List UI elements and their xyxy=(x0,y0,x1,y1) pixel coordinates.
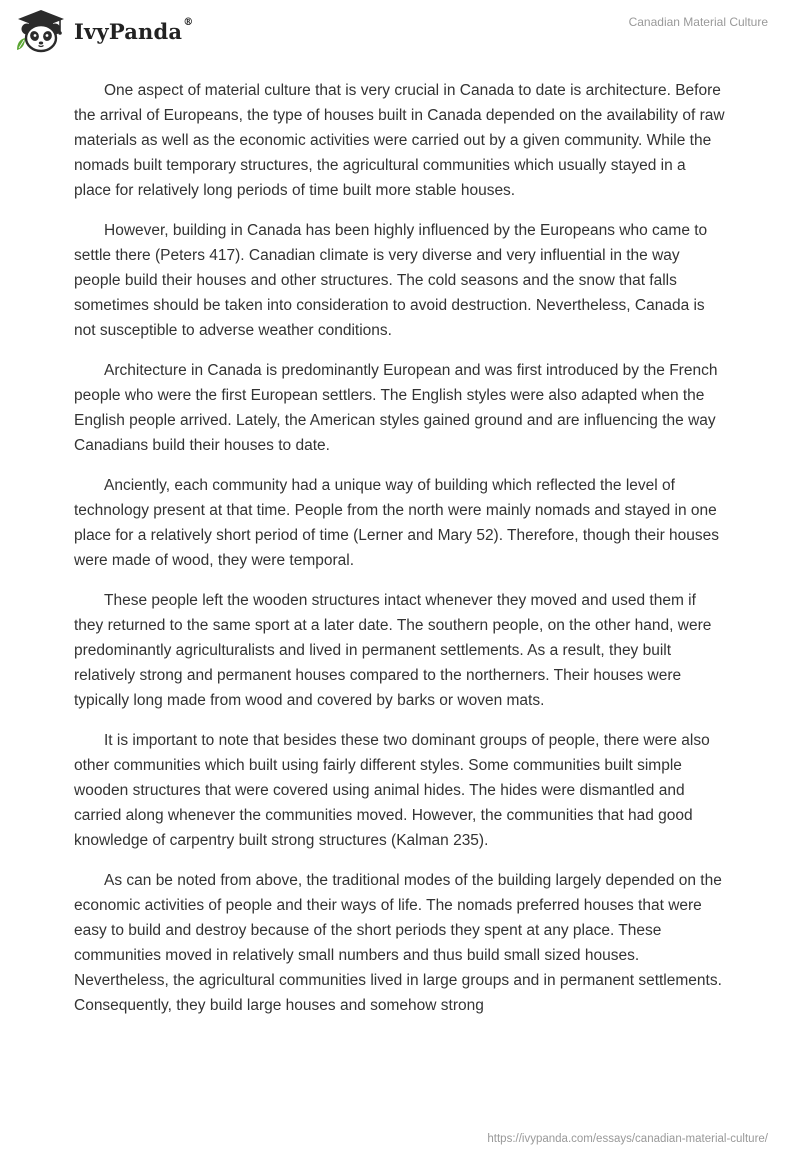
paragraph: Anciently, each community had a unique way of building which reflected the level of technology present at that time. People from the north were mainly nomads and stayed in one place for a relatively short period of time (Lerner and Mary 52). Therefore, though their houses were made of wood, they were temporal. xyxy=(74,477,720,569)
paragraph: As can be noted from above, the traditional modes of the building largely depended on the economic activities of people and their ways of life. The nomads preferred houses that were easy to build and destroy because of the short periods they spent at any place. These communities moved in relatively small numbers and thus build small sized houses. Nevertheless, the agricultural communities lived in large groups and in permanent settlements. Consequently, they build large houses and somehow strong xyxy=(74,872,722,1014)
paragraph: One aspect of material culture that is very crucial in Canada to date is architecture. Before the arrival of Europeans, the type of houses built in Canada depended on the availability of raw materials as well as the economic activities were carried out by a given community. While the nomads built temporary structures, the agricultural communities which usually stayed in a place for relatively long periods of time built more stable houses. xyxy=(74,82,725,199)
brand-name-text: IvyPanda xyxy=(74,18,183,44)
document-title: Canadian Material Culture xyxy=(628,15,768,29)
paragraph: These people left the wooden structures intact whenever they moved and used them if they returned to the same sport at a later date. The southern people, on the other hand, were predominantly agriculturalists and lived in permanent settlements. As a result, they built relatively strong and permanent houses compared to the northerners. Their houses were typically long made from wood and covered by barks or woven mats. xyxy=(74,592,712,709)
panda-graduate-icon xyxy=(14,8,68,54)
page-header xyxy=(0,0,800,60)
essay-body xyxy=(74,78,726,1033)
paragraph: However, building in Canada has been highly influenced by the Europeans who came to settle there (Peters 417). Canadian climate is very diverse and very influential in the way people build their houses and other structures. The cold seasons and the snow that falls sometimes should be taken into consideration to avoid destruction. Nevertheless, Canada is not susceptible to adverse weather conditions. xyxy=(74,222,708,339)
ivypanda-logo[interactable] xyxy=(14,8,193,54)
paragraph: It is important to note that besides these two dominant groups of people, there were also other communities which built using fairly different styles. Some communities built simple wooden structures that were covered using animal hides. The hides were dismantled and carried along whenever the communities moved. However, the communities that had good knowledge of carpentry built strong structures (Kalman 235). xyxy=(74,732,710,849)
paragraph: Architecture in Canada is predominantly European and was first introduced by the French people who were the first European settlers. The English styles were also adapted when the English people arrived. Lately, the American styles gained ground and are influencing the way Canadians build their houses to date. xyxy=(74,362,718,454)
brand-name xyxy=(74,16,194,44)
trademark-symbol: ® xyxy=(183,16,194,28)
source-url-link[interactable]: https://ivypanda.com/essays/canadian-material-culture/ xyxy=(487,1133,768,1145)
